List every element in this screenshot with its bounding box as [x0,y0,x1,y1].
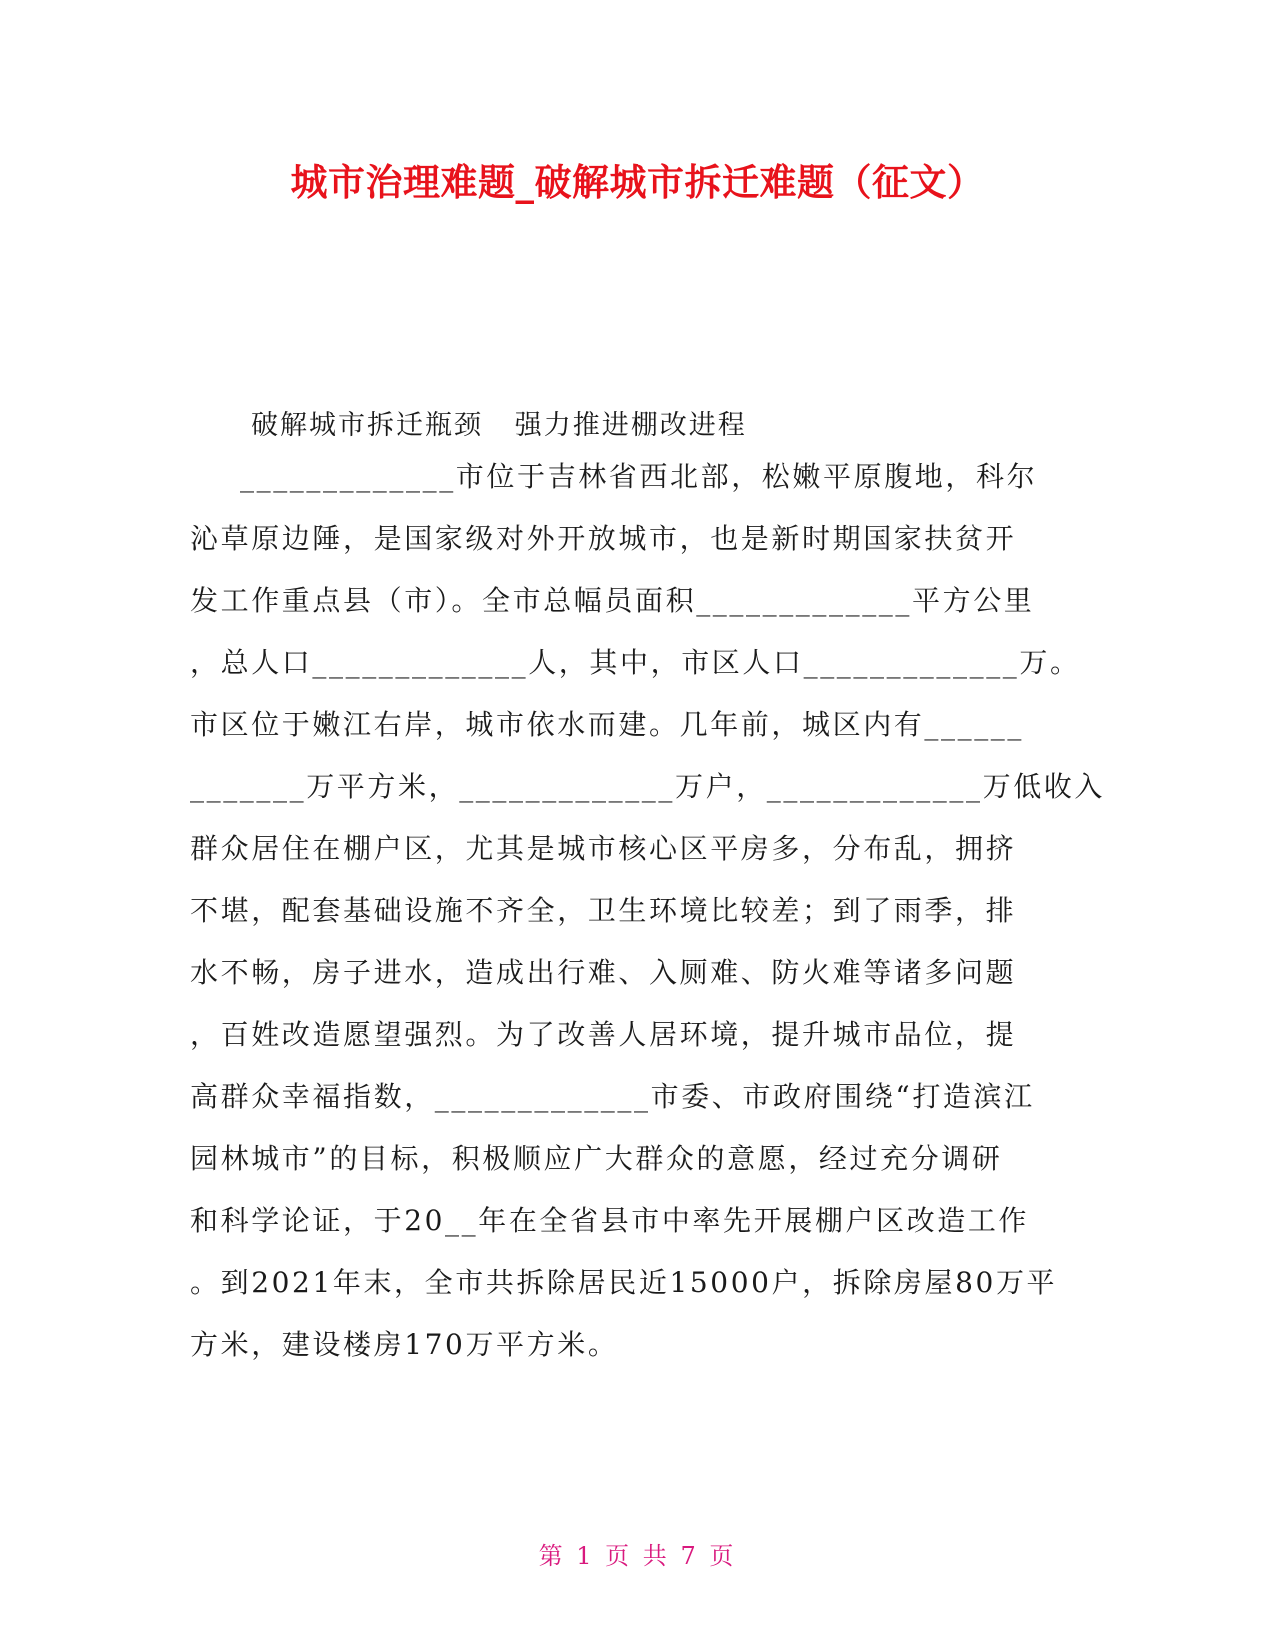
page-footer [0,1540,1275,1572]
section-subtitle: 破解城市拆迁瓶颈 强力推进棚改进程 [251,410,747,441]
body-line: ，百姓改造愿望强烈。为了改善人居环境，提升城市品位，提 [190,1018,1017,1051]
page-number: 第 1 页 共 7 页 [538,1542,737,1570]
body-line: 沁草原边陲，是国家级对外开放城市，也是新时期国家扶贫开 [190,522,1017,555]
body-line: _____________市位于吉林省西北部，松嫩平原腹地，科尔 [240,460,1038,493]
body-line: 市区位于嫩江右岸，城市依水而建。几年前，城区内有______ [190,708,1025,741]
body-line: _______万平方米，_____________万户，_____________万低收入 [190,770,1106,803]
body-line: 发工作重点县（市）。全市总幅员面积_____________平方公里 [190,584,1035,617]
body-line: 和科学论证，于20__年在全省县市中率先开展棚户区改造工作 [190,1204,1030,1237]
body-line: ，总人口_____________人，其中，市区人口_____________万。 [190,646,1081,679]
body-line: 群众居住在棚户区，尤其是城市核心区平房多，分布乱，拥挤 [190,832,1017,865]
body-line: 水不畅，房子进水，造成出行难、入厕难、防火难等诸多问题 [190,956,1017,989]
document-title: 城市治理难题_破解城市拆迁难题（征文） [290,161,985,204]
body-line: 。到2021年末，全市共拆除居民近15000户，拆除房屋80万平 [190,1266,1058,1299]
body-line: 方米，建设楼房170万平方米。 [190,1328,619,1361]
body-line: 不堪，配套基础设施不齐全，卫生环境比较差；到了雨季，排 [190,894,1017,927]
body-line: 园林城市”的目标，积极顺应广大群众的意愿，经过充分调研 [190,1142,1003,1175]
body-line: 高群众幸福指数，_____________市委、市政府围绕“打造滨江 [190,1080,1035,1113]
